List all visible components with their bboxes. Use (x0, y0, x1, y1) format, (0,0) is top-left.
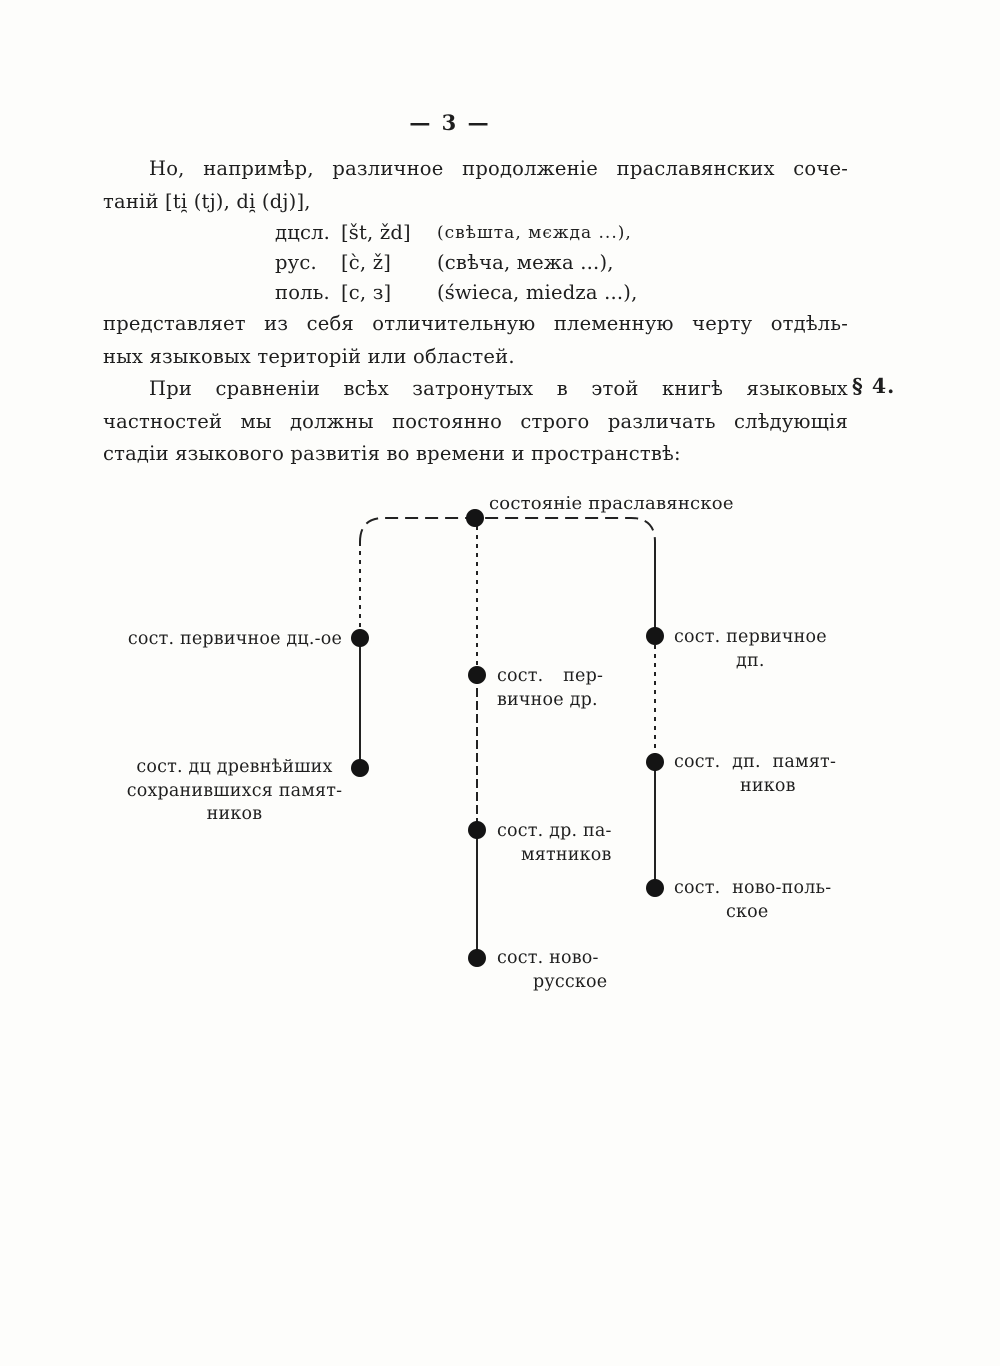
example-gloss: (świeca, miedza ...), (437, 281, 638, 304)
node-label-center1: сост. пер- вичное др. (497, 666, 604, 710)
example-lang: рус. (275, 251, 317, 274)
example-phonemes: [št, žd] (341, 221, 411, 244)
example-gloss: (свѣшта, мєжда ...), (437, 223, 632, 243)
example-lang: дцсл. (275, 221, 331, 244)
top-connector-line (360, 518, 655, 542)
body-line: частностей мы должны постоянно строго различать слѣдующія (103, 409, 848, 433)
body-line: представляет из себя отличительную племенную черту отдѣль- (103, 312, 848, 335)
node-label-right3: сост. ново-поль- ское (674, 878, 832, 922)
node-dot-center2 (468, 821, 486, 839)
example-phonemes: [c̀, ž] (341, 251, 392, 274)
section-marker: § 4. (852, 374, 896, 398)
example-phonemes: [c, з] (341, 281, 392, 304)
node-dot-center3 (468, 949, 486, 967)
node-dot-top (466, 509, 484, 527)
node-dot-right2 (646, 753, 664, 771)
node-label-top: состояніе праславянское (489, 493, 734, 514)
node-dot-left2 (351, 759, 369, 777)
body-line: ных языковых територій или областей. (103, 344, 515, 368)
node-dot-left1 (351, 629, 369, 647)
node-label-right1: сост. первичное дп. (674, 627, 827, 671)
body-line: таній [ti̯ (tj), di̯ (dj)], (103, 189, 311, 213)
node-dot-right1 (646, 627, 664, 645)
node-label-center3: сост. ново- русское (497, 948, 608, 992)
example-gloss: (свѣча, межа ...), (437, 251, 614, 274)
node-label-left2: сост. дц древнѣйших сохранившихся памят- ников (126, 757, 343, 824)
body-line: Но, напримѣр, различное продолженіе праславянских соче- (149, 157, 848, 180)
body-line: стадіи языкового развитія во времени и пространствѣ: (103, 442, 681, 465)
node-label-right2: сост. дп. памят- ников (674, 752, 837, 796)
page-number: — 3 — (409, 110, 491, 135)
node-label-center2: сост. др. па- мятников (497, 821, 612, 865)
example-lang: поль. (275, 281, 330, 304)
node-label-left1: сост. первичное дц.-ое (127, 629, 342, 649)
node-dot-center1 (468, 666, 486, 684)
body-line: При сравненіи всѣх затронутых в этой книгѣ языковых (149, 377, 848, 400)
node-dot-right3 (646, 879, 664, 897)
